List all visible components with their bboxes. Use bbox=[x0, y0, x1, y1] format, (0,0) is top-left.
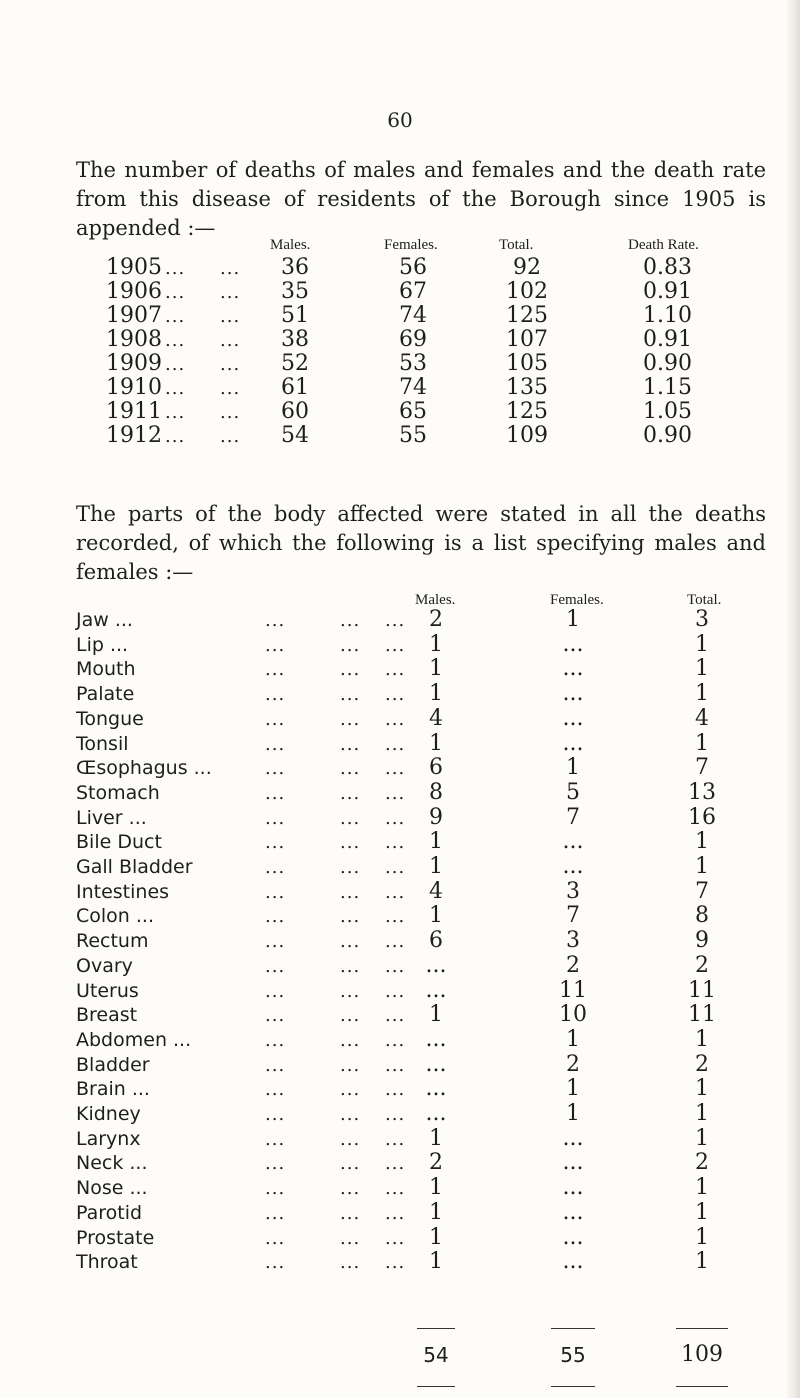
leader-dots: ... bbox=[220, 330, 241, 351]
leader-dots: ... bbox=[385, 659, 406, 681]
body-part-label: Palate bbox=[76, 683, 135, 706]
leader-dots: ... bbox=[340, 1029, 361, 1051]
females-count: 1 bbox=[566, 755, 580, 781]
females-cell: 74 bbox=[399, 375, 427, 400]
leader-dots: ... bbox=[385, 1054, 406, 1076]
females-count: 11 bbox=[559, 977, 587, 1003]
body-part-label: Stomach bbox=[76, 781, 160, 804]
males-count: 1 bbox=[429, 854, 443, 879]
leader-dots: ... bbox=[340, 881, 361, 903]
males-cell: 36 bbox=[281, 255, 309, 280]
leader-dots: ... bbox=[265, 1227, 286, 1249]
leader-dots: ... bbox=[220, 306, 241, 327]
leader-dots: ... bbox=[265, 1054, 286, 1076]
males-cell: 61 bbox=[281, 375, 309, 400]
total-count: 1 bbox=[695, 1101, 709, 1126]
leader-dots: ... bbox=[265, 1005, 286, 1027]
leader-dots: ... bbox=[385, 1079, 406, 1101]
total-cell: 109 bbox=[506, 423, 548, 448]
total-count: 1 bbox=[695, 681, 709, 707]
leader-dots: ... bbox=[265, 881, 286, 903]
females-count: 3 bbox=[566, 928, 580, 954]
leader-dots: ... bbox=[340, 857, 361, 878]
leader-dots: ... bbox=[385, 708, 406, 730]
death-rate-cell: 1.15 bbox=[643, 375, 692, 400]
body-part-label: Brain ... bbox=[76, 1078, 150, 1101]
males-count: ... bbox=[425, 1051, 447, 1077]
females-count: ... bbox=[562, 631, 584, 657]
leader-dots: ... bbox=[265, 906, 286, 928]
females-count: ... bbox=[562, 829, 584, 855]
females-count: 1 bbox=[566, 1026, 580, 1052]
leader-dots: ... bbox=[265, 980, 286, 1002]
body-part-label: Kidney bbox=[76, 1103, 141, 1125]
header-females: Females. bbox=[384, 237, 438, 253]
females-count: 1 bbox=[566, 607, 580, 632]
total-count: 2 bbox=[695, 952, 709, 978]
body-part-label: Mouth bbox=[76, 658, 136, 681]
body-part-label: Ovary bbox=[76, 954, 133, 977]
females-cell: 69 bbox=[399, 327, 427, 352]
leader-dots: ... bbox=[385, 857, 406, 878]
leader-dots: ... bbox=[340, 1128, 361, 1150]
males-count: 1 bbox=[429, 1125, 443, 1151]
males-count: 1 bbox=[429, 1224, 443, 1250]
leader-dots: ... bbox=[340, 1005, 361, 1027]
leader-dots: ... bbox=[340, 906, 361, 928]
leader-dots: ... bbox=[385, 1104, 406, 1125]
males-count: 9 bbox=[429, 804, 443, 830]
leader-dots: ... bbox=[340, 634, 361, 656]
leader-dots: ... bbox=[385, 807, 406, 829]
intro-paragraph: The number of deaths of males and females and the death rate from this disease of residents of the Borough since 1905 is appended :— bbox=[76, 158, 766, 240]
males-count: ... bbox=[425, 1026, 447, 1052]
total-cell: 92 bbox=[513, 255, 541, 280]
leader-dots: ... bbox=[340, 1054, 361, 1076]
header-females-2: Females. bbox=[550, 592, 604, 608]
total-count: 1 bbox=[695, 1125, 709, 1151]
body-part-label: Gall Bladder bbox=[76, 856, 193, 878]
males-count: ... bbox=[425, 977, 447, 1003]
females-count: ... bbox=[562, 1125, 584, 1151]
leader-dots: ... bbox=[220, 282, 241, 303]
body-part-label: Nose ... bbox=[76, 1177, 148, 1200]
body-part-label: Colon ... bbox=[76, 905, 154, 928]
leader-dots: ... bbox=[340, 1153, 361, 1175]
death-rate-cell: 0.90 bbox=[643, 423, 692, 448]
leader-dots: ... bbox=[385, 1178, 406, 1200]
body-part-label: Throat bbox=[76, 1251, 138, 1274]
leader-dots: ... bbox=[385, 832, 406, 854]
body-part-label: Rectum bbox=[76, 930, 149, 953]
females-cell: 74 bbox=[399, 303, 427, 328]
leader-dots: ... bbox=[265, 1029, 286, 1051]
body-part-label: Neck ... bbox=[76, 1152, 148, 1175]
death-rate-cell: 0.83 bbox=[643, 255, 692, 280]
total-count: 1 bbox=[695, 1076, 709, 1102]
sum-females: 55 bbox=[560, 1343, 586, 1367]
body-part-label: Œsophagus ... bbox=[76, 757, 212, 780]
males-cell: 35 bbox=[281, 279, 309, 304]
body-part-label: Jaw ... bbox=[76, 609, 133, 631]
body-part-label: Bile Duct bbox=[76, 831, 162, 854]
males-count: 1 bbox=[429, 1249, 443, 1275]
leader-dots: ... bbox=[265, 832, 286, 854]
leader-dots: ... bbox=[385, 1252, 406, 1274]
females-count: ... bbox=[562, 854, 584, 879]
leader-dots: ... bbox=[165, 330, 186, 351]
females-count: ... bbox=[562, 730, 584, 756]
total-count: 2 bbox=[695, 1150, 709, 1176]
males-cell: 38 bbox=[281, 327, 309, 352]
females-count: 3 bbox=[566, 878, 580, 904]
leader-dots: ... bbox=[340, 1202, 361, 1224]
total-count: 1 bbox=[695, 829, 709, 855]
death-rate-cell: 0.91 bbox=[643, 279, 692, 304]
leader-dots: ... bbox=[265, 684, 286, 706]
year-cell: 1911 bbox=[106, 399, 162, 424]
total-count: 2 bbox=[695, 1051, 709, 1077]
year-cell: 1906 bbox=[106, 279, 162, 304]
sum-rule-males bbox=[417, 1328, 455, 1329]
body-part-label: Prostate bbox=[76, 1226, 155, 1249]
sum-total: 109 bbox=[681, 1342, 723, 1367]
leader-dots: ... bbox=[165, 426, 186, 447]
leader-dots: ... bbox=[265, 955, 286, 977]
leader-dots: ... bbox=[220, 258, 241, 279]
females-count: 5 bbox=[566, 779, 580, 805]
total-count: 1 bbox=[695, 1026, 709, 1052]
total-count: 9 bbox=[695, 928, 709, 954]
total-count: 11 bbox=[688, 977, 716, 1003]
males-count: 1 bbox=[429, 829, 443, 855]
males-count: 1 bbox=[429, 1002, 443, 1028]
total-cell: 125 bbox=[506, 303, 548, 328]
total-count: 1 bbox=[695, 656, 709, 682]
year-cell: 1907 bbox=[106, 303, 162, 328]
total-count: 4 bbox=[695, 705, 709, 731]
total-cell: 135 bbox=[506, 375, 548, 400]
males-count: ... bbox=[425, 1101, 447, 1126]
total-cell: 102 bbox=[506, 279, 548, 304]
leader-dots: ... bbox=[385, 980, 406, 1002]
females-count: 7 bbox=[566, 903, 580, 929]
males-cell: 60 bbox=[281, 399, 309, 424]
females-count: ... bbox=[562, 681, 584, 707]
leader-dots: ... bbox=[385, 1128, 406, 1150]
leader-dots: ... bbox=[265, 708, 286, 730]
females-cell: 53 bbox=[399, 351, 427, 376]
sum-rule-females bbox=[551, 1328, 595, 1329]
body-part-label: Parotid bbox=[76, 1201, 143, 1224]
leader-dots: ... bbox=[340, 832, 361, 854]
sum-underline-total bbox=[676, 1386, 728, 1387]
total-count: 1 bbox=[695, 1249, 709, 1275]
leader-dots: ... bbox=[165, 282, 186, 303]
leader-dots: ... bbox=[385, 610, 406, 631]
leader-dots: ... bbox=[265, 1104, 286, 1125]
leader-dots: ... bbox=[340, 1104, 361, 1125]
females-count: ... bbox=[562, 705, 584, 731]
leader-dots: ... bbox=[165, 306, 186, 327]
header-males: Males. bbox=[270, 237, 311, 253]
header-total: Total. bbox=[499, 237, 534, 253]
females-count: ... bbox=[562, 656, 584, 682]
females-cell: 65 bbox=[399, 399, 427, 424]
leader-dots: ... bbox=[340, 708, 361, 730]
leader-dots: ... bbox=[385, 1005, 406, 1027]
body-part-label: Breast bbox=[76, 1004, 138, 1027]
leader-dots: ... bbox=[385, 634, 406, 656]
leader-dots: ... bbox=[340, 807, 361, 829]
leader-dots: ... bbox=[385, 733, 406, 755]
leader-dots: ... bbox=[165, 402, 186, 423]
leader-dots: ... bbox=[265, 733, 286, 755]
total-cell: 105 bbox=[506, 351, 548, 376]
females-count: ... bbox=[562, 1249, 584, 1275]
sum-males: 54 bbox=[423, 1343, 449, 1367]
total-count: 7 bbox=[695, 755, 709, 781]
page-number: 60 bbox=[387, 108, 413, 132]
total-count: 1 bbox=[695, 854, 709, 879]
total-count: 8 bbox=[695, 903, 709, 929]
year-cell: 1912 bbox=[106, 423, 162, 448]
leader-dots: ... bbox=[340, 758, 361, 780]
total-count: 1 bbox=[695, 1175, 709, 1201]
leader-dots: ... bbox=[340, 610, 361, 631]
males-count: 6 bbox=[429, 755, 443, 781]
leader-dots: ... bbox=[340, 1227, 361, 1249]
males-count: 1 bbox=[429, 903, 443, 929]
death-rate-cell: 0.90 bbox=[643, 351, 692, 376]
leader-dots: ... bbox=[340, 1079, 361, 1101]
total-count: 13 bbox=[688, 779, 716, 805]
total-count: 7 bbox=[695, 878, 709, 904]
death-rate-cell: 1.10 bbox=[643, 303, 692, 328]
body-part-label: Abdomen ... bbox=[76, 1028, 192, 1051]
leader-dots: ... bbox=[165, 378, 186, 399]
leader-dots: ... bbox=[340, 659, 361, 681]
females-count: 1 bbox=[566, 1076, 580, 1102]
males-count: 2 bbox=[429, 607, 443, 632]
males-count: 8 bbox=[429, 779, 443, 805]
body-parts-paragraph: The parts of the body affected were stated in all the deaths recorded, of which the following is a list specifying males and females :— bbox=[76, 502, 766, 584]
year-cell: 1908 bbox=[106, 327, 162, 352]
females-count: 2 bbox=[566, 952, 580, 978]
females-count: ... bbox=[562, 1175, 584, 1201]
leader-dots: ... bbox=[385, 906, 406, 928]
leader-dots: ... bbox=[385, 1202, 406, 1224]
males-count: ... bbox=[425, 1076, 447, 1102]
leader-dots: ... bbox=[265, 857, 286, 878]
leader-dots: ... bbox=[340, 684, 361, 706]
leader-dots: ... bbox=[385, 758, 406, 780]
males-cell: 51 bbox=[281, 303, 309, 328]
leader-dots: ... bbox=[265, 782, 286, 804]
year-cell: 1909 bbox=[106, 351, 162, 376]
total-count: 11 bbox=[688, 1002, 716, 1028]
total-cell: 125 bbox=[506, 399, 548, 424]
leader-dots: ... bbox=[340, 733, 361, 755]
body-part-label: Bladder bbox=[76, 1053, 150, 1076]
females-count: ... bbox=[562, 1150, 584, 1176]
body-part-label: Uterus bbox=[76, 979, 139, 1002]
body-part-label: Lip ... bbox=[76, 633, 129, 656]
leader-dots: ... bbox=[385, 782, 406, 804]
sum-underline-females bbox=[551, 1386, 595, 1387]
leader-dots: ... bbox=[265, 610, 286, 631]
males-count: 1 bbox=[429, 1199, 443, 1225]
leader-dots: ... bbox=[265, 931, 286, 953]
year-cell: 1905 bbox=[106, 255, 162, 280]
death-rate-cell: 0.91 bbox=[643, 327, 692, 352]
leader-dots: ... bbox=[385, 881, 406, 903]
males-count: 2 bbox=[429, 1150, 443, 1176]
females-count: 1 bbox=[566, 1101, 580, 1126]
leader-dots: ... bbox=[165, 354, 186, 375]
total-count: 3 bbox=[695, 607, 709, 632]
leader-dots: ... bbox=[340, 1178, 361, 1200]
leader-dots: ... bbox=[340, 782, 361, 804]
males-count: 1 bbox=[429, 631, 443, 657]
leader-dots: ... bbox=[220, 354, 241, 375]
year-cell: 1910 bbox=[106, 375, 162, 400]
total-count: 16 bbox=[688, 804, 716, 830]
leader-dots: ... bbox=[385, 931, 406, 953]
females-count: 2 bbox=[566, 1051, 580, 1077]
leader-dots: ... bbox=[265, 1079, 286, 1101]
leader-dots: ... bbox=[265, 634, 286, 656]
leader-dots: ... bbox=[265, 758, 286, 780]
males-cell: 52 bbox=[281, 351, 309, 376]
total-count: 1 bbox=[695, 730, 709, 756]
leader-dots: ... bbox=[265, 807, 286, 829]
body-part-label: Intestines bbox=[76, 880, 170, 903]
leader-dots: ... bbox=[265, 1178, 286, 1200]
total-count: 1 bbox=[695, 1224, 709, 1250]
females-count: ... bbox=[562, 1224, 584, 1250]
body-part-label: Larynx bbox=[76, 1127, 141, 1150]
leader-dots: ... bbox=[165, 258, 186, 279]
leader-dots: ... bbox=[385, 955, 406, 977]
leader-dots: ... bbox=[340, 955, 361, 977]
leader-dots: ... bbox=[265, 1252, 286, 1274]
header-death-rate: Death Rate. bbox=[628, 237, 699, 253]
females-cell: 56 bbox=[399, 255, 427, 280]
males-count: 6 bbox=[429, 928, 443, 954]
females-count: 7 bbox=[566, 804, 580, 830]
body-part-label: Tonsil bbox=[76, 732, 129, 755]
leader-dots: ... bbox=[265, 1202, 286, 1224]
females-count: 10 bbox=[559, 1002, 587, 1028]
total-count: 1 bbox=[695, 1199, 709, 1225]
females-cell: 55 bbox=[399, 423, 427, 448]
header-males-2: Males. bbox=[415, 592, 456, 608]
header-total-2: Total. bbox=[687, 592, 722, 608]
leader-dots: ... bbox=[220, 426, 241, 447]
body-part-label: Tongue bbox=[76, 707, 144, 730]
leader-dots: ... bbox=[385, 1029, 406, 1051]
leader-dots: ... bbox=[385, 1153, 406, 1175]
sum-underline-males bbox=[417, 1386, 455, 1387]
males-count: 4 bbox=[429, 705, 443, 731]
males-count: 1 bbox=[429, 730, 443, 756]
males-count: ... bbox=[425, 952, 447, 978]
leader-dots: ... bbox=[340, 980, 361, 1002]
males-count: 1 bbox=[429, 656, 443, 682]
leader-dots: ... bbox=[265, 1128, 286, 1150]
sum-rule-total bbox=[676, 1328, 728, 1329]
body-part-label: Liver ... bbox=[76, 806, 147, 829]
total-cell: 107 bbox=[506, 327, 548, 352]
males-cell: 54 bbox=[281, 423, 309, 448]
leader-dots: ... bbox=[385, 1227, 406, 1249]
leader-dots: ... bbox=[265, 1153, 286, 1175]
leader-dots: ... bbox=[340, 931, 361, 953]
males-count: 1 bbox=[429, 1175, 443, 1201]
females-cell: 67 bbox=[399, 279, 427, 304]
page-edge-shadow bbox=[786, 0, 800, 1398]
leader-dots: ... bbox=[385, 684, 406, 706]
males-count: 1 bbox=[429, 681, 443, 707]
females-count: ... bbox=[562, 1199, 584, 1225]
leader-dots: ... bbox=[340, 1252, 361, 1274]
death-rate-cell: 1.05 bbox=[643, 399, 692, 424]
leader-dots: ... bbox=[220, 402, 241, 423]
males-count: 4 bbox=[429, 878, 443, 904]
total-count: 1 bbox=[695, 631, 709, 657]
leader-dots: ... bbox=[220, 378, 241, 399]
leader-dots: ... bbox=[265, 659, 286, 681]
